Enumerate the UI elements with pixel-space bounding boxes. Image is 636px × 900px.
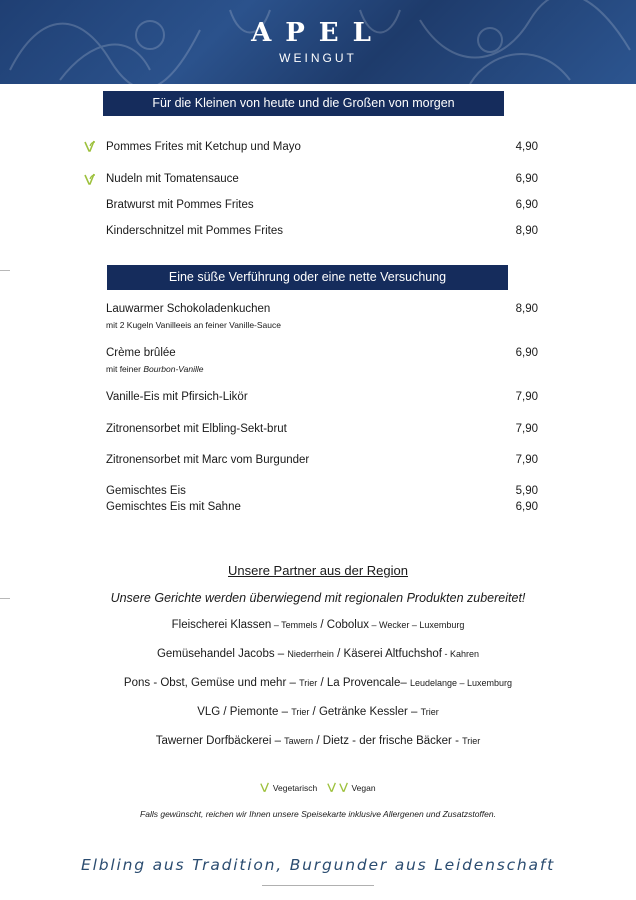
menu-item-price: 6,90 xyxy=(515,347,538,359)
menu-item-name: Zitronensorbet mit Marc vom Burgunder xyxy=(106,454,310,466)
menu-item-price: 8,90 xyxy=(515,225,538,237)
menu-item-price: 6,90 xyxy=(515,173,538,185)
vegetarian-leaf-icon xyxy=(260,782,270,792)
menu-item-price: 7,90 xyxy=(515,423,538,435)
vegan-leaf-icon xyxy=(327,782,337,792)
menu-item-name: Kinderschnitzel mit Pommes Frites xyxy=(106,225,284,237)
section-banner-desserts: Eine süße Verführung oder eine nette Versuchung xyxy=(107,265,508,290)
section-banner-kids: Für die Kleinen von heute und die Großen von morgen xyxy=(103,91,504,116)
menu-item-price: 6,90 xyxy=(515,199,538,211)
partner-line: Tawerner Dorfbäckerei – Tawern / Dietz - der frische Bäcker - Trier xyxy=(155,735,481,747)
vegan-leaf-icon xyxy=(339,782,349,792)
menu-item xyxy=(106,302,538,332)
slogan: Elbling aus Tradition, Burgunder aus Leidenschaft xyxy=(81,856,555,874)
menu-item-price: 7,90 xyxy=(515,454,538,466)
menu-item-name: Lauwarmer Schokoladenkuchen xyxy=(106,303,271,315)
menu-item-name: Gemischtes Eis xyxy=(106,485,186,497)
menu-item-description: mit 2 Kugeln Vanilleeis an feiner Vanille-Sauce xyxy=(106,320,281,330)
vegan-leaf-icon xyxy=(84,140,96,152)
menu-item-name: Nudeln mit Tomatensauce xyxy=(106,173,239,185)
menu-item-price: 7,90 xyxy=(515,391,538,403)
partners-subtitle: Unsere Gerichte werden überwiegend mit regionalen Produkten zubereitet! xyxy=(110,591,526,605)
menu-item-name: Bratwurst mit Pommes Frites xyxy=(106,199,254,211)
footer-divider xyxy=(262,885,374,886)
vegan-leaf-icon xyxy=(84,173,96,185)
legend-vegetarian: Vegetarisch xyxy=(272,783,318,793)
legend-vegan: Vegan xyxy=(351,783,376,793)
partners-title: Unsere Partner aus der Region xyxy=(228,563,408,578)
header-banner xyxy=(0,0,636,84)
partner-line: Pons - Obst, Gemüse und mehr – Trier / La Provencale– Leudelange – Luxemburg xyxy=(123,677,513,689)
menu-item-price: 8,90 xyxy=(515,303,538,315)
partner-line: VLG / Piemonte – Trier / Getränke Kessler – Trier xyxy=(197,706,439,718)
menu-item-description: mit feiner Bourbon-Vanille xyxy=(106,364,204,374)
menu-item xyxy=(106,346,538,376)
diet-legend xyxy=(0,782,636,793)
menu-item-price: 6,90 xyxy=(515,501,538,513)
allergen-note: Falls gewünscht, reichen wir Ihnen unsere Speisekarte inklusive Allergenen und Zusatzstoffen. xyxy=(140,809,496,819)
menu-item-name: Pommes Frites mit Ketchup und Mayo xyxy=(106,141,301,153)
menu-item-name: Vanille-Eis mit Pfirsich-Likör xyxy=(106,391,248,403)
brand-logo: APEL xyxy=(251,18,385,48)
partner-line: Gemüsehandel Jacobs – Niederrhein / Käserei Altfuchshof - Kahren xyxy=(156,648,480,660)
menu-item-price: 5,90 xyxy=(515,485,538,497)
partner-line: Fleischerei Klassen – Temmels / Cobolux – Wecker – Luxemburg xyxy=(171,619,465,631)
menu-item-price: 4,90 xyxy=(515,141,538,153)
menu-item-name: Crème brûlée xyxy=(106,347,176,359)
brand-subtitle: WEINGUT xyxy=(279,51,357,65)
menu-item-name: Zitronensorbet mit Elbling-Sekt-brut xyxy=(106,423,287,435)
fold-mark xyxy=(0,270,10,271)
menu-item-name: Gemischtes Eis mit Sahne xyxy=(106,501,241,513)
